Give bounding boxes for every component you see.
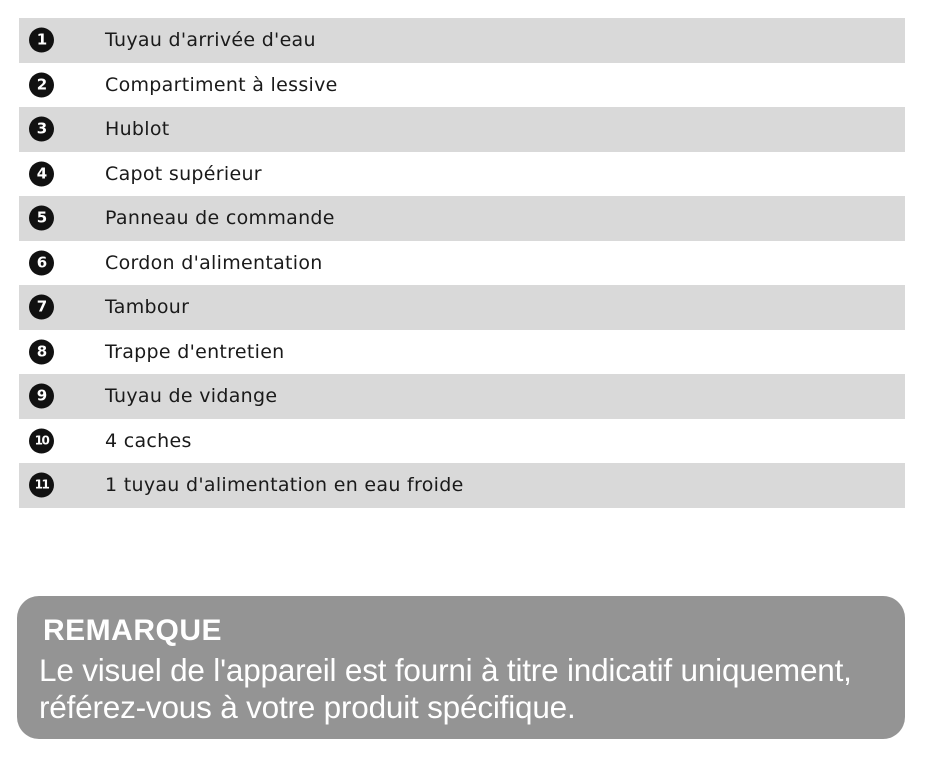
part-label: Compartiment à lessive [105, 73, 338, 96]
note-title: REMARQUE [43, 614, 223, 647]
table-row [19, 152, 905, 197]
note-line: référez-vous à votre produit spécifique. [39, 689, 576, 725]
table-row [19, 196, 905, 241]
part-label: Tuyau de vidange [105, 385, 278, 408]
part-label: Trappe d'entretien [105, 340, 285, 363]
part-label: 1 tuyau d'alimentation en eau froide [105, 474, 464, 497]
number-badge-icon: 2 [29, 72, 54, 97]
part-label: Panneau de commande [105, 207, 335, 230]
number-badge-icon: 1 [29, 28, 54, 53]
part-label: Hublot [105, 118, 170, 141]
table-row [19, 330, 905, 375]
parts-table [19, 18, 905, 508]
note-text [39, 652, 899, 726]
table-row [19, 463, 905, 508]
note-box [17, 596, 905, 739]
table-row [19, 63, 905, 108]
table-row [19, 285, 905, 330]
note-line: Le visuel de l'appareil est fourni à titre indicatif uniquement, [39, 652, 852, 688]
table-row [19, 241, 905, 286]
part-label: Tambour [105, 296, 190, 319]
number-badge-icon: 8 [29, 339, 54, 364]
part-label: Capot supérieur [105, 162, 262, 185]
part-label: Cordon d'alimentation [105, 251, 323, 274]
number-badge-icon: 3 [29, 117, 54, 142]
number-badge-icon: 11 [29, 473, 54, 498]
table-row [19, 419, 905, 464]
number-badge-icon: 10 [29, 428, 54, 453]
number-badge-icon: 9 [29, 384, 54, 409]
number-badge-icon: 6 [29, 250, 54, 275]
number-badge-icon: 5 [29, 206, 54, 231]
table-row [19, 107, 905, 152]
part-label: Tuyau d'arrivée d'eau [105, 29, 316, 52]
table-row [19, 18, 905, 63]
number-badge-icon: 4 [29, 161, 54, 186]
part-label: 4 caches [105, 429, 192, 452]
number-badge-icon: 7 [29, 295, 54, 320]
table-row [19, 374, 905, 419]
